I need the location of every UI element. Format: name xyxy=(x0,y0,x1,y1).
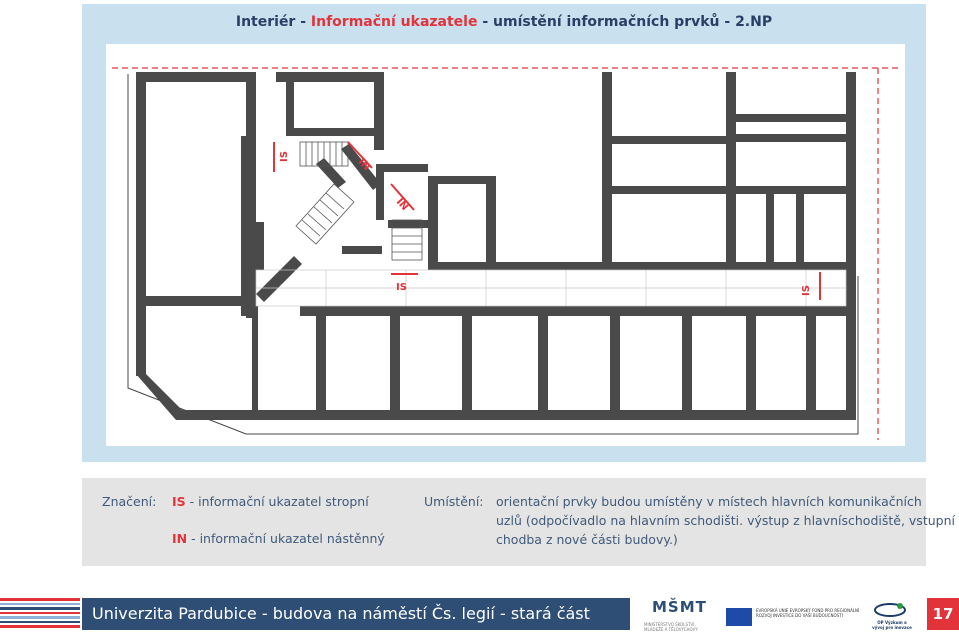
marker-label: IS xyxy=(801,285,812,296)
plan-walls xyxy=(136,72,856,420)
legend-item-is xyxy=(172,494,369,509)
footer-title: Univerzita Pardubice - budova na náměstí Čs. legií - stará část xyxy=(82,598,630,630)
floor-plan-drawing xyxy=(106,44,905,446)
marker-label: IS xyxy=(396,282,407,293)
eu-caption: EVROPSKÁ UNIE EVROPSKÝ FOND PRO REGIONÁLNÍ ROZVOJ INVESTICE DO VAŠÍ BUDOUCNOSTI xyxy=(756,608,860,618)
legend-code: IS xyxy=(172,494,186,509)
op-logo-icon xyxy=(872,600,908,620)
msmt-logo: MŠMT xyxy=(652,598,707,616)
location-line: orientační prvky budou umístěny v místech hlavních komunikačních xyxy=(496,494,922,509)
corridor-grid xyxy=(256,270,846,306)
legend-code: IN xyxy=(172,531,188,546)
legend-text: - informační ukazatel stropní xyxy=(185,494,369,509)
marker-is-3 xyxy=(801,272,820,300)
marker-label: IS xyxy=(279,151,290,162)
title-prefix: Interiér - xyxy=(235,14,311,30)
legend-location-label: Umístění: xyxy=(424,494,484,509)
op-caption: OP Výzkum a vývoj pro inovace xyxy=(872,620,912,630)
marker-is-2 xyxy=(391,274,418,293)
marker-is-1 xyxy=(274,142,290,172)
stripes-decoration xyxy=(0,598,80,630)
marker-in-2 xyxy=(391,184,414,213)
legend-text: - informační ukazatel nástěnný xyxy=(187,531,385,546)
legend-item-in xyxy=(172,531,385,546)
legend-panel xyxy=(82,478,955,566)
legend-marking-label: Značení: xyxy=(102,494,157,509)
marker-label: IN xyxy=(355,156,373,173)
marker-label: IN xyxy=(393,196,411,213)
location-line: chodba z nové části budovy.) xyxy=(496,532,678,547)
location-line: uzlů (odpočívadlo na hlavním schodišti. výstup z hlavníschodiště, vstupní xyxy=(496,513,955,528)
plan-boundary xyxy=(112,68,898,440)
eu-flag-icon xyxy=(726,608,752,626)
msmt-caption: MINISTERSTVO ŠKOLSTVÍ, MLÁDEŽE A TĚLOVÝCHOVY xyxy=(644,622,698,632)
page-number: 17 xyxy=(927,598,959,630)
title-highlight: Informační ukazatele xyxy=(310,14,478,30)
footer xyxy=(0,596,959,635)
title-suffix: - umístění informačních prvků - 2.NP xyxy=(477,14,773,30)
floor-plan xyxy=(106,44,905,446)
page-title xyxy=(82,14,926,30)
logo-strip xyxy=(640,596,910,635)
